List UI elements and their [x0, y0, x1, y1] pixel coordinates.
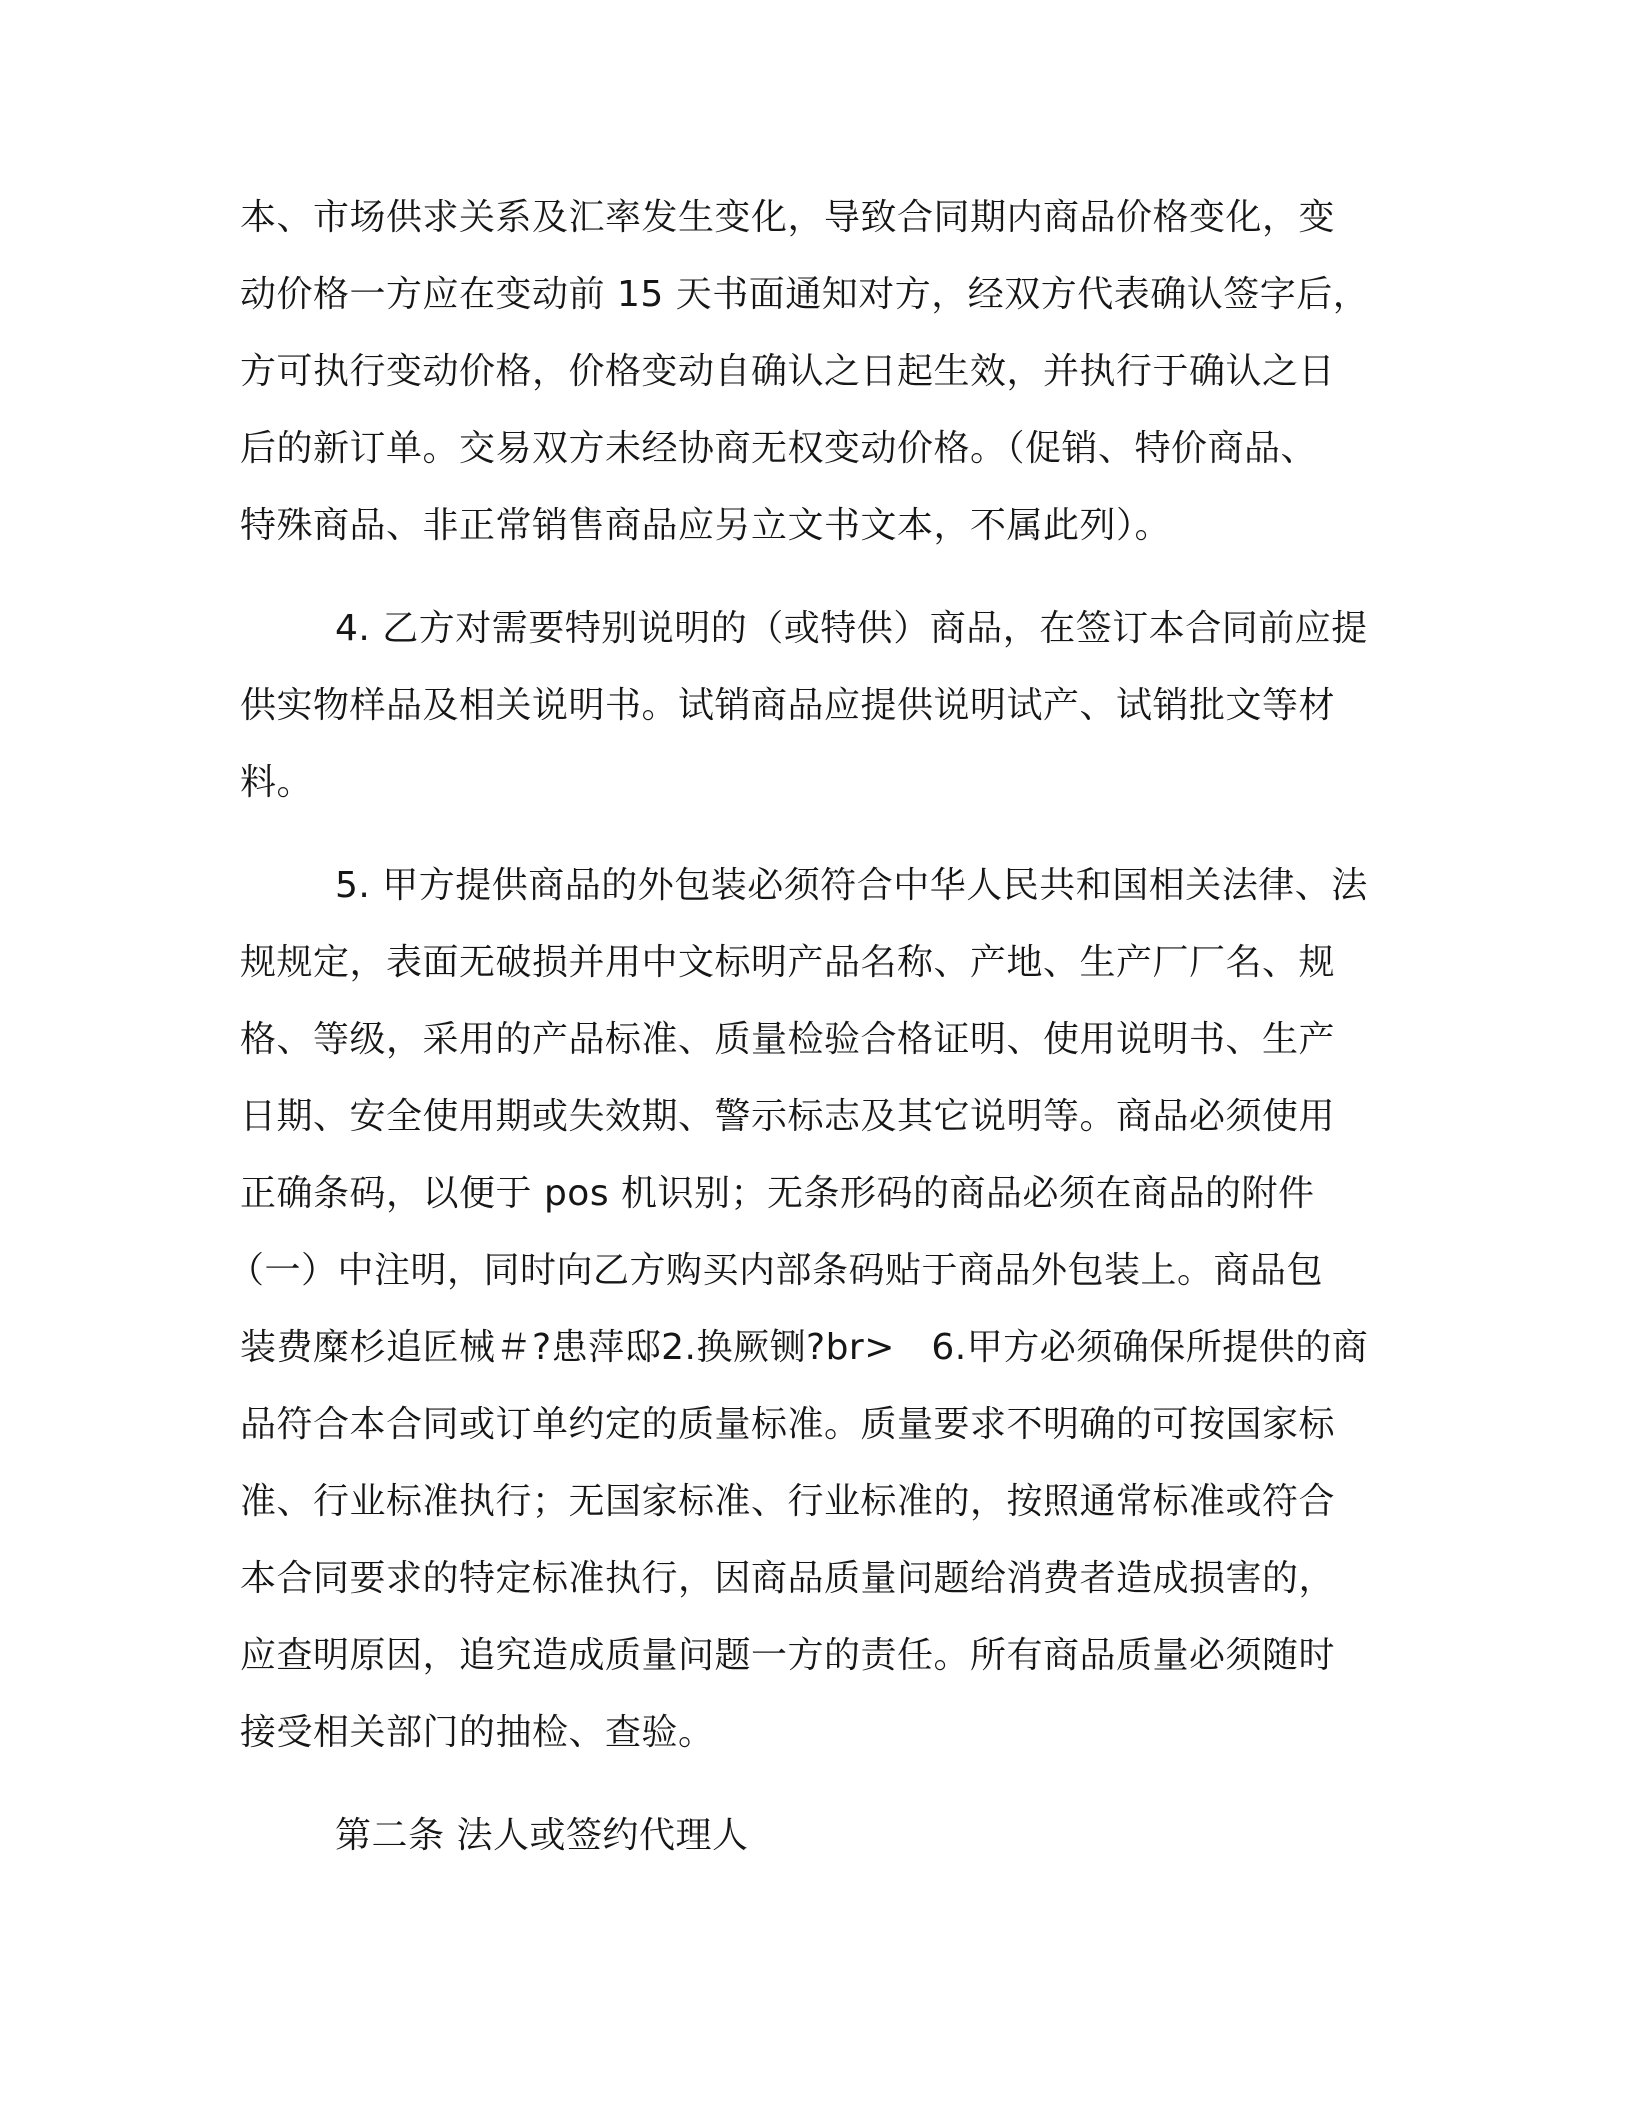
paragraph-5-line-2: 规规定，表面无破损并用中文标明产品名称、产地、生产厂厂名、规 — [240, 942, 1336, 983]
paragraph-5-line-4: 日期、安全使用期或失效期、警示标志及其它说明等。商品必须使用 — [240, 1096, 1336, 1137]
paragraph-5-line-5: 正确条码，以便于 pos 机识别；无条形码的商品必须在商品的附件 — [240, 1173, 1315, 1214]
text-line-4: 后的新订单。交易双方未经协商无权变动价格。（促销、特价商品、 — [240, 428, 1318, 469]
text-line-1: 本、市场供求关系及汇率发生变化，导致合同期内商品价格变化，变 — [240, 197, 1336, 238]
section-heading: 第二条 法人或签约代理人 — [335, 1815, 749, 1856]
paragraph-4-line-2: 供实物样品及相关说明书。试销商品应提供说明试产、试销批文等材 — [240, 685, 1336, 726]
paragraph-6-line-5: 应查明原因，追究造成质量问题一方的责任。所有商品质量必须随时 — [240, 1635, 1336, 1676]
paragraph-6-line-4: 本合同要求的特定标准执行，因商品质量问题给消费者造成损害的， — [240, 1558, 1336, 1599]
text-line-2: 动价格一方应在变动前 15 天书面通知对方，经双方代表确认签字后， — [240, 274, 1370, 315]
paragraph-5-line-7: 装费糜杉追匠械＃?患萍邸2.换厥铡?br> 6.甲方必须确保所提供的商 — [240, 1327, 1369, 1368]
paragraph-5-line-1: 5. 甲方提供商品的外包装必须符合中华人民共和国相关法律、法 — [335, 865, 1368, 906]
paragraph-5-line-6: （一）中注明，同时向乙方购买内部条码贴于商品外包装上。商品包 — [228, 1250, 1324, 1291]
paragraph-6-line-2: 品符合本合同或订单约定的质量标准。质量要求不明确的可按国家标 — [240, 1404, 1336, 1445]
text-line-5: 特殊商品、非正常销售商品应另立文书文本，不属此列）。 — [240, 505, 1172, 546]
paragraph-5-line-3: 格、等级，采用的产品标准、质量检验合格证明、使用说明书、生产 — [240, 1019, 1336, 1060]
paragraph-4-line-1: 4. 乙方对需要特别说明的（或特供）商品，在签订本合同前应提 — [335, 608, 1368, 649]
paragraph-6-line-3: 准、行业标准执行；无国家标准、行业标准的，按照通常标准或符合 — [240, 1481, 1336, 1522]
paragraph-4-line-3: 料。 — [240, 762, 314, 803]
paragraph-6-line-6: 接受相关部门的抽检、查验。 — [240, 1712, 715, 1753]
text-line-3: 方可执行变动价格，价格变动自确认之日起生效，并执行于确认之日 — [240, 351, 1336, 392]
